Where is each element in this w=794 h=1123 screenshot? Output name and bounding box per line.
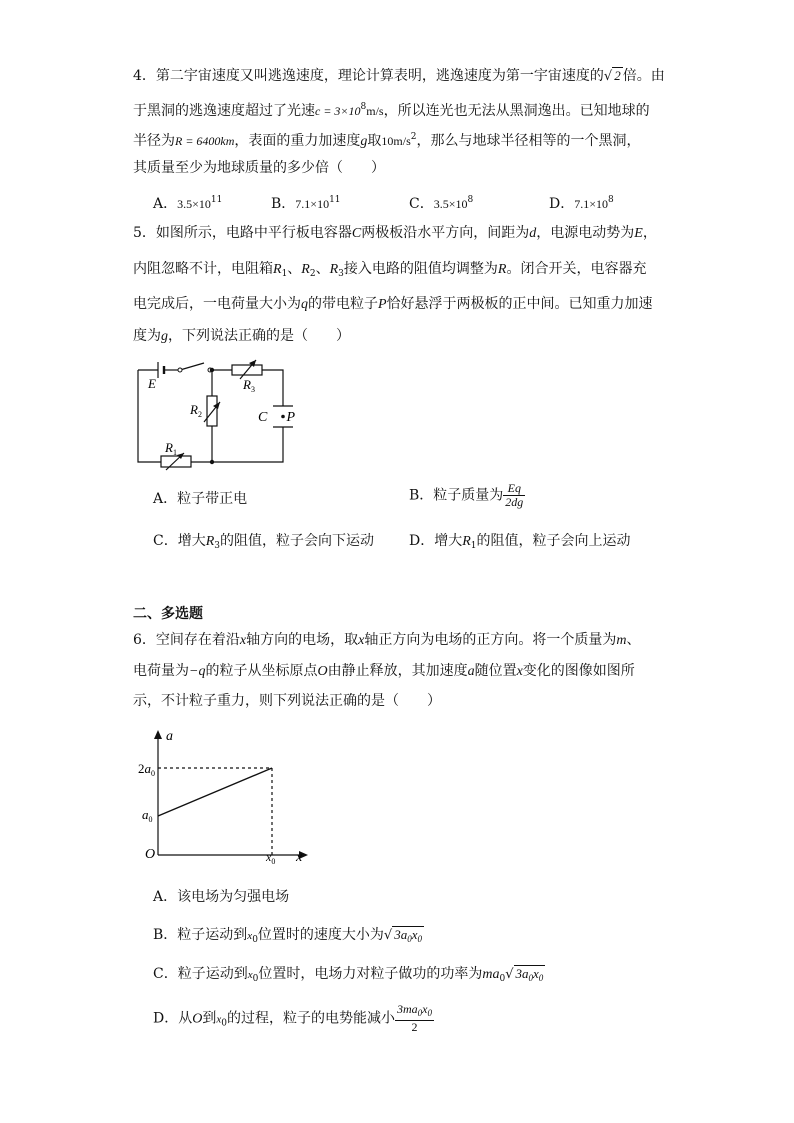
label-a0: $a_0$	[142, 807, 153, 824]
q4-option-c[interactable]	[409, 190, 473, 214]
var-e: E	[634, 226, 643, 241]
var-r: R	[462, 534, 471, 549]
var-a: a	[467, 664, 475, 679]
circuit-diagram	[128, 356, 298, 471]
sqrt-expression	[514, 965, 546, 986]
var-p: P	[378, 297, 387, 312]
a-axis-arrow	[154, 730, 162, 739]
q6-text: 的粒子从坐标原点	[205, 663, 318, 679]
q5-line-3	[133, 294, 653, 315]
q4-line-3	[133, 127, 641, 152]
exponent: 8	[467, 195, 474, 205]
sqrt-term: 3a	[394, 927, 408, 942]
var-x: x	[358, 633, 365, 648]
exponent: 8	[608, 195, 614, 205]
q5-line-2	[133, 259, 646, 284]
sqrt-symbol: √	[383, 928, 393, 943]
option-label: C．	[409, 196, 434, 212]
q5-text: 内阻忽略不计，电阻箱	[133, 261, 273, 277]
q4-option-b[interactable]	[271, 190, 341, 214]
option-value: 7.1×10	[574, 197, 609, 211]
subscript: 3	[338, 269, 344, 279]
q5-text: ，电源电动势为	[536, 225, 635, 241]
option-text: 位置时，电场力对粒子做功的功率为	[258, 966, 483, 982]
exponent: 8	[360, 102, 367, 112]
denominator: 2	[411, 1020, 418, 1034]
q6-option-c[interactable]	[153, 964, 545, 989]
var-g: g	[161, 329, 168, 344]
fraction	[503, 482, 525, 509]
option-text: B．粒子运动到	[153, 927, 248, 943]
var-m: m	[616, 633, 627, 648]
unit: m/s	[366, 104, 384, 118]
sqrt-term: x	[411, 927, 418, 942]
subscript: 0	[417, 934, 422, 944]
q5-option-b[interactable]	[409, 482, 525, 509]
q6-text: 、	[626, 632, 641, 648]
exponent: 11	[329, 195, 341, 205]
label-x: x	[296, 850, 303, 865]
q5-text: 两极板沿水平方向，间距为	[361, 225, 530, 241]
option-text: 位置时的速度大小为	[257, 927, 384, 943]
subscript: 0	[499, 974, 506, 984]
q5-text: 度为	[133, 328, 161, 344]
option-text: 到	[202, 1010, 217, 1027]
resistor-r1-box	[161, 456, 191, 467]
option-text: 的阻值，粒子会向下运动	[220, 533, 375, 549]
var-r1: R	[273, 262, 282, 277]
var-r: R	[205, 534, 215, 549]
particle-p	[281, 415, 285, 419]
q5-option-d[interactable]	[409, 531, 631, 556]
q5-text: 。闭合开关，电容器充	[506, 261, 647, 277]
option-value: 7.1×10	[295, 197, 330, 211]
label-a: a	[166, 729, 173, 744]
var-x: x	[216, 1013, 222, 1026]
q6-option-d[interactable]	[153, 1003, 434, 1034]
option-value: 3.5×10	[177, 197, 211, 211]
var-ma: ma	[482, 967, 500, 982]
q4-line-4: 其质量至少为地球质量的多少倍（ ）	[133, 160, 385, 176]
var-q: q	[301, 297, 308, 312]
option-text: D．增大	[409, 533, 463, 549]
q4-text: 倍。由	[622, 68, 665, 84]
var-o: O	[192, 1011, 203, 1027]
denominator: 2dg	[505, 495, 524, 509]
gravity-value: 10m/s	[381, 134, 411, 148]
sqrt-term: 3a	[515, 966, 529, 981]
q5-text: 恰好悬浮于两极板的正中间。已知重力加速	[386, 296, 653, 312]
var-g: g	[360, 134, 368, 149]
a-x-line	[158, 768, 272, 816]
subscript: 2	[309, 269, 316, 279]
switch-blade	[180, 363, 204, 370]
q4-text: ，所以连光也无法从黑洞逸出。已知地球的	[383, 103, 650, 119]
q5-line-4	[133, 326, 350, 347]
q6-line-2	[133, 661, 635, 682]
subscript: 1	[281, 269, 288, 279]
var-x: x	[247, 930, 253, 942]
option-text: 的过程，粒子的电势能减小	[226, 1010, 395, 1027]
var-c: C	[351, 226, 362, 241]
option-label: D．	[549, 196, 575, 212]
resistor-r2-box	[207, 396, 217, 426]
q4-text: 4．第二宇宙速度又叫逃逸速度，理论计算表明，逃逸速度为第一宇宙速度的	[133, 68, 604, 84]
q6-text: 轴正方向为电场的正方向。将一个质量为	[364, 632, 617, 648]
subscript: 0	[427, 1008, 432, 1018]
sqrt-expression	[392, 926, 424, 947]
q4-line-2	[133, 97, 650, 121]
q4-option-d[interactable]	[549, 190, 614, 214]
q6-text: 变化的图像如图所	[522, 663, 635, 679]
q5-text: ，下列说法正确的是（ ）	[168, 328, 350, 344]
var-x: x	[239, 633, 247, 648]
q6-text: 电荷量为	[133, 663, 189, 679]
q4-option-a[interactable]	[153, 190, 222, 214]
q5-text: 5．如图所示，电路中平行板电容器	[133, 225, 352, 241]
separator: 、	[287, 261, 302, 277]
label-origin: O	[145, 847, 156, 862]
label-2a0: $2a_0$	[138, 761, 155, 778]
label-x0: $x_0$	[266, 850, 276, 866]
option-text: B．粒子质量为	[409, 487, 504, 504]
light-speed: c = 3×10	[315, 104, 361, 118]
exponent: 2	[410, 132, 417, 142]
subscript: 0	[252, 935, 258, 945]
label-r2: $R_2$	[190, 402, 202, 419]
q6-option-a[interactable]: A．该电场为匀强电场	[153, 889, 290, 905]
q6-text: 随位置	[474, 663, 517, 679]
q6-text: 由静止释放，其加速度	[327, 663, 468, 679]
q6-option-b[interactable]	[153, 925, 424, 950]
q4-text: ，表面的重力加速度	[234, 133, 361, 149]
q4-text: 半径为	[133, 133, 175, 149]
exponent: 11	[210, 195, 223, 205]
junction-bottom	[210, 460, 214, 464]
acceleration-graph	[138, 727, 318, 867]
subscript: 0	[417, 1008, 423, 1018]
numerator: Eq	[503, 482, 525, 496]
subscript: 0	[252, 974, 259, 984]
var-d: d	[529, 226, 537, 241]
var-x: x	[516, 664, 523, 679]
q5-line-1	[133, 223, 657, 244]
section-heading: 二、多选题	[133, 606, 203, 622]
subscript: 0	[407, 934, 412, 944]
numerator-term: x	[422, 1002, 428, 1016]
var-r2: R	[301, 262, 310, 277]
q5-option-a[interactable]: A．粒子带正电	[153, 491, 248, 507]
q5-option-c[interactable]	[153, 531, 374, 556]
q6-text: 轴方向的电场，取	[246, 632, 359, 648]
option-label: B．	[271, 196, 296, 212]
label-r3: $R_3$	[243, 377, 255, 394]
subscript: 3	[214, 541, 221, 551]
label-p: P	[286, 410, 295, 425]
numerator-term: 3ma	[396, 1002, 418, 1016]
var-x: x	[247, 969, 253, 981]
q4-text: 于黑洞的逃逸速度超过了光速	[133, 103, 315, 119]
option-text: D．从	[153, 1010, 193, 1027]
q6-text: 6．空间存在着沿	[133, 632, 240, 648]
var-r3: R	[329, 262, 339, 277]
subscript: 0	[538, 973, 544, 983]
option-text: C．增大	[153, 533, 206, 549]
subscript: 1	[470, 541, 477, 551]
sqrt-term: x	[533, 966, 539, 981]
q4-line-1	[133, 66, 665, 87]
earth-radius: R = 6400km	[175, 134, 235, 148]
fraction	[395, 1003, 434, 1034]
sqrt-symbol: √	[505, 967, 514, 982]
q5-text: 接入电路的阻值均调整为	[343, 261, 498, 277]
q4-text: ，那么与地球半径相等的一个黑洞，	[416, 133, 641, 149]
separator: 、	[315, 261, 330, 277]
q5-text: ，	[642, 225, 657, 241]
junction-top	[210, 368, 214, 372]
q5-text: 电完成后，一电荷量大小为	[133, 296, 301, 312]
q5-text: 的带电粒子	[308, 296, 378, 312]
numerator	[395, 1003, 434, 1021]
sqrt-value: 2	[614, 68, 621, 83]
option-label: A．	[153, 196, 178, 212]
var-o: O	[317, 664, 328, 679]
subscript: 0	[221, 1018, 227, 1029]
subscript: 0	[528, 973, 533, 983]
var-q: −q	[189, 664, 206, 679]
label-r1: $R_1$	[165, 440, 177, 457]
q4-text: 取	[367, 133, 382, 149]
label-c: C	[258, 410, 268, 425]
option-value: 3.5×10	[433, 197, 468, 211]
label-e: E	[148, 376, 156, 391]
q6-line-1	[133, 630, 640, 651]
option-text: 的阻值，粒子会向上运动	[476, 533, 631, 549]
switch-contact-left	[178, 368, 182, 372]
q6-line-3: 示，不计粒子重力，则下列说法正确的是（ ）	[133, 693, 441, 709]
sqrt-symbol: √	[603, 69, 613, 84]
var-r: R	[497, 262, 507, 277]
option-text: C．粒子运动到	[153, 966, 248, 982]
